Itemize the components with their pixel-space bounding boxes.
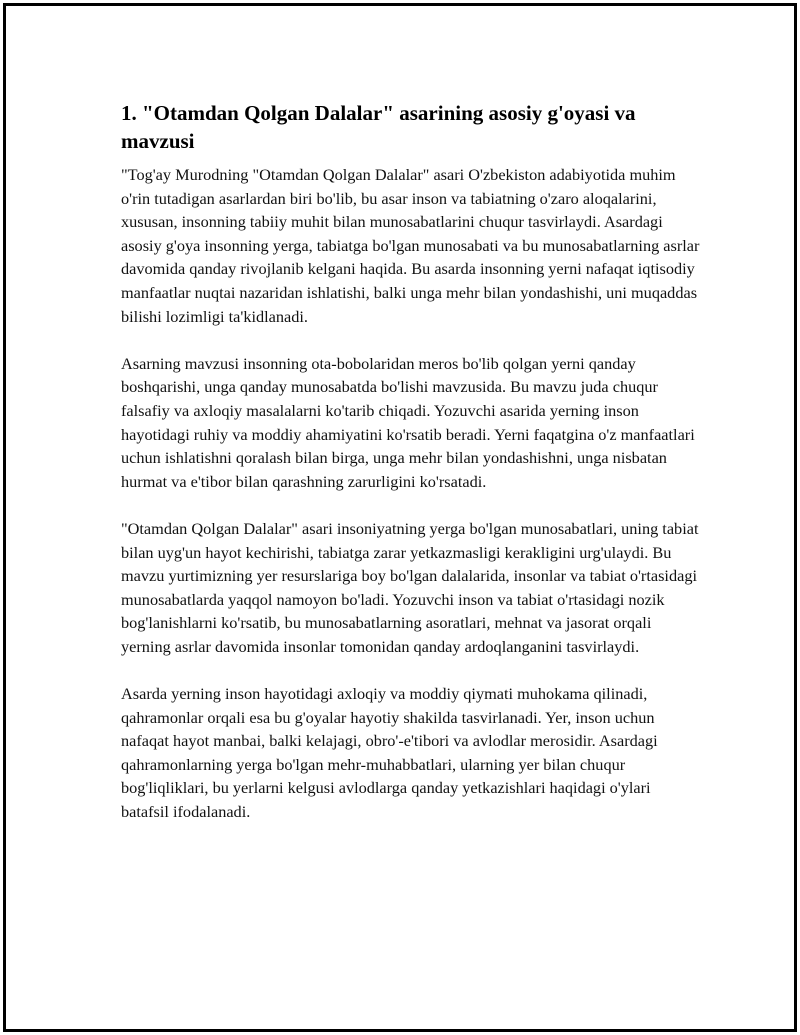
paragraph-1: "Tog'ay Murodning "Otamdan Qolgan Dalalar" asari O'zbekiston adabiyotida muhim o'rin tutadigan asarlardan biri bo'lib, bu asar inson va tabiatning o'zaro aloqalarini, xususan, insonning tabiiy muhit bilan munosabatlarini chuqur tasvirlaydi. Asardagi asosiy g'oya insonning yerga, tabiatga bo'lgan munosabati va bu munosabatlarning asrlar davomida qanday rivojlanib kelgani haqida. Bu asarda insonning yerni nafaqat iqtisodiy manfaatlar nuqtai nazaridan ishlatishi, balki unga mehr bilan yondashishi, uni muqaddas bilishi lozimligi ta'kidlanadi. [121,165,700,326]
paragraph-4: Asarda yerning inson hayotidagi axloqiy va moddiy qiymati muhokama qilinadi, qahramonlar orqali esa bu g'oyalar hayotiy shakilda tasvirlanadi. Yer, inson uchun nafaqat hayot manbai, balki kelajagi, obro'-e'tibori va avlodlar merosidir. Asardagi qahramonlarning yerga bo'lgan mehr-muhabbatlari, ularning yer bilan chuqur bog'liqliklari, bu yerlarni kelgusi avlodlarga qanday yetkazishlari haqidagi o'ylari batafsil ifodalanadi. [121,684,658,822]
document-body [121,99,701,847]
page-frame [3,3,797,1032]
paragraph-2: Asarning mavzusi insonning ota-bobolaridan meros bo'lib qolgan yerni qanday boshqarishi, unga qanday munosabatda bo'lishi mavzusida. Bu mavzu juda chuqur falsafiy va axloqiy masalalarni ko'tarib chiqadi. Yozuvchi asarida yerning inson hayotidagi ruhiy va moddiy ahamiyatini ko'rsatib beradi. Yerni faqatgina o'z manfaatlari uchun ishlatishni qoralash bilan birga, unga mehr bilan yondashishni, unga nisbatan hurmat va e'tibor bilan qarashning zarurligini ko'rsatadi. [121,353,695,491]
paragraph-3: "Otamdan Qolgan Dalalar" asari insoniyatning yerga bo'lgan munosabatlari, uning tabiat bilan uyg'un hayot kechirishi, tabiatga zarar yetkazmasligi kerakligini urg'ulaydi. Bu mavzu yurtimizning yer resurslariga boy bo'lgan dalalarida, insonlar va tabiat o'rtasidagi munosabatlarda yaqqol namoyon bo'ladi. Yozuvchi inson va tabiat o'rtasidagi nozik bog'lanishlarni ko'rsatib, bu munosabatlarning asoratlari, mehnat va jasorat orqali yerning asrlar davomida insonlar tomonidan qanday ardoqlanganini tasvirlaydi. [121,518,699,656]
section-heading: 1. "Otamdan Qolgan Dalalar" asarining asosiy g'oyasi va mavzusi [121,101,636,153]
